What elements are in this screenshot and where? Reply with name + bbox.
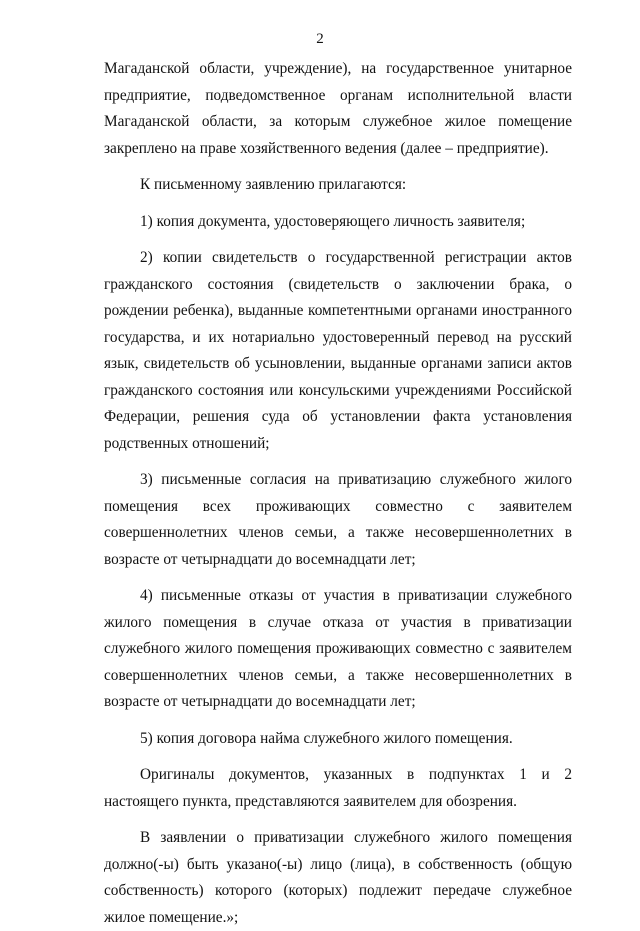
paragraph-attachments-intro: К письменному заявлению прилагаются: [140,176,407,193]
page-number: 2 [316,31,324,47]
paragraph-item-4: 4) письменные отказы от участия в приватизации служебного жилого помещения в случае отказа от участия в приватизации служебного жилого помещения проживающих совместно с заявителем совершеннолетних членов семьи, а также несовершеннолетних в возрасте от четырнадцати до восемнадцати лет; [104,587,572,710]
paragraph-originals: Оригиналы документов, указанных в подпунктах 1 и 2 настоящего пункта, представляются заявителем для обозрения. [104,766,572,810]
paragraph-application-owner: В заявлении о приватизации служебного жилого помещения должно(-ы) быть указано(-ы) лицо (лица), в собственность (общую собственность) которого (которых) подлежит передаче служебное жилое помещение.»; [104,829,572,926]
document-body [104,56,572,931]
paragraph-item-5: 5) копия договора найма служебного жилого помещения. [140,729,513,747]
paragraph-item-1: 1) копия документа, удостоверяющего личность заявителя; [140,212,526,230]
paragraph-item-2: 2) копии свидетельств о государственной регистрации актов гражданского состояния (свидетельств о заключении брака, о рождении ребенка), выданные компетентными органами иностранного государства, и их нотариально удостоверенный перевод на русский язык, свидетельств об усыновлении, выданные органами записи актов гражданского состояния или консульскими учреждениями Российской Федерации, решения суда об установлении факта установления родственных отношений; [104,249,572,452]
paragraph-continuation: Магаданской области, учреждение), на государственное унитарное предприятие, подведомственное органам исполнительной власти Магаданской области, за которым служебное жилое помещение закреплено на праве хозяйственного ведения (далее – предприятие). [104,60,572,157]
paragraph-item-3: 3) письменные согласия на приватизацию служебного жилого помещения всех проживающих совместно с заявителем совершеннолетних членов семьи, а также несовершеннолетних в возрасте от четырнадцати до восемнадцати лет; [104,471,572,568]
